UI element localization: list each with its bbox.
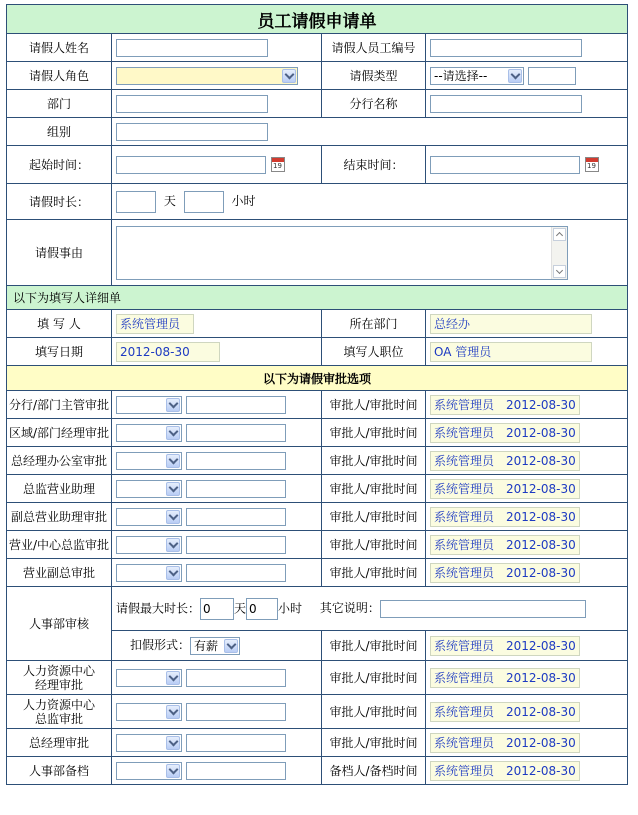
approver-time-label: 审批人/审批时间 bbox=[322, 503, 426, 531]
hr-max-label: 请假最大时长： bbox=[116, 601, 201, 615]
chevron-down-icon bbox=[282, 69, 296, 83]
approval-row bbox=[7, 729, 628, 757]
approval-comment-input[interactable] bbox=[186, 536, 286, 554]
approver-time-label: 审批人/审批时间 bbox=[322, 661, 426, 695]
group-label: 组别 bbox=[7, 118, 112, 146]
chevron-down-icon bbox=[166, 482, 180, 496]
start-time-label: 起始时间： bbox=[7, 146, 112, 184]
approval-row bbox=[7, 503, 628, 531]
approval-label: 总监营业助理 bbox=[7, 475, 112, 503]
filler-name-value: 系统管理员 bbox=[116, 314, 194, 334]
chevron-down-icon bbox=[166, 398, 180, 412]
approval-stamp: 系统管理员 2012-08-30 bbox=[430, 636, 580, 656]
approver-time-label: 审批人/审批时间 bbox=[322, 559, 426, 587]
approval-select[interactable] bbox=[116, 536, 182, 554]
branch-label: 分行名称 bbox=[322, 90, 426, 118]
filler-position-value: OA 管理员 bbox=[430, 342, 592, 362]
approval-select[interactable] bbox=[116, 762, 182, 780]
filler-position-label: 填写人职位 bbox=[322, 338, 426, 366]
end-time-label: 结束时间： bbox=[322, 146, 426, 184]
approval-row bbox=[7, 559, 628, 587]
approval-row bbox=[7, 531, 628, 559]
approval-row bbox=[7, 419, 628, 447]
reason-textarea-wrap bbox=[116, 226, 568, 280]
approval-select[interactable] bbox=[116, 396, 182, 414]
approval-comment-input[interactable] bbox=[186, 452, 286, 470]
approval-label: 人事部备档 bbox=[7, 757, 112, 785]
approval-select[interactable] bbox=[116, 508, 182, 526]
chevron-down-icon bbox=[508, 69, 522, 83]
duration-label: 请假时长： bbox=[7, 184, 112, 220]
approval-stamp: 系统管理员 2012-08-30 bbox=[430, 733, 580, 753]
leave-type-value: --请选择-- bbox=[434, 68, 488, 83]
chevron-down-icon bbox=[224, 639, 238, 653]
approver-time-label: 审批人/审批时间 bbox=[322, 729, 426, 757]
group-input[interactable] bbox=[116, 123, 268, 141]
leave-form-table bbox=[6, 4, 628, 785]
hr-other-label: 其它说明： bbox=[319, 601, 380, 615]
hr-review-label: 人事部审核 bbox=[7, 587, 112, 661]
approver-time-label: 审批人/审批时间 bbox=[322, 631, 426, 661]
approval-label: 副总营业助理审批 bbox=[7, 503, 112, 531]
approval-label bbox=[7, 661, 112, 695]
approval-select[interactable] bbox=[116, 669, 182, 687]
approval-select[interactable] bbox=[116, 734, 182, 752]
hr-deduct-value: 有薪 bbox=[194, 638, 219, 653]
approval-comment-input[interactable] bbox=[186, 703, 286, 721]
approval-comment-input[interactable] bbox=[186, 734, 286, 752]
approval-label: 分行/部门主管审批 bbox=[7, 391, 112, 419]
approver-time-label: 审批人/审批时间 bbox=[322, 447, 426, 475]
approval-stamp: 系统管理员 2012-08-30 bbox=[430, 535, 580, 555]
approval-label: 营业/中心总监审批 bbox=[7, 531, 112, 559]
end-time-input[interactable] bbox=[430, 156, 580, 174]
scroll-up-icon[interactable] bbox=[553, 228, 566, 241]
emp-no-input[interactable] bbox=[430, 39, 582, 57]
dept-label: 部门 bbox=[7, 90, 112, 118]
leave-type-select[interactable] bbox=[430, 67, 524, 85]
approval-stamp: 系统管理员 2012-08-30 bbox=[430, 761, 580, 781]
approver-time-label: 审批人/审批时间 bbox=[322, 391, 426, 419]
approval-label bbox=[7, 695, 112, 729]
fill-date-value: 2012-08-30 bbox=[116, 342, 220, 362]
start-time-input[interactable] bbox=[116, 156, 266, 174]
approval-comment-input[interactable] bbox=[186, 396, 286, 414]
duration-days-input[interactable] bbox=[116, 191, 156, 213]
leave-type-label: 请假类型 bbox=[322, 62, 426, 90]
chevron-down-icon bbox=[166, 671, 180, 685]
day-unit: 天 bbox=[163, 194, 176, 208]
duration-hours-input[interactable] bbox=[184, 191, 224, 213]
hr-max-days-input[interactable] bbox=[200, 598, 234, 620]
approval-section-header: 以下为请假审批选项 bbox=[7, 366, 628, 391]
hr-day-unit: 天 bbox=[234, 601, 247, 615]
approval-row bbox=[7, 475, 628, 503]
approval-comment-input[interactable] bbox=[186, 564, 286, 582]
chevron-down-icon bbox=[166, 736, 180, 750]
approval-label: 总经理办公室审批 bbox=[7, 447, 112, 475]
approval-select[interactable] bbox=[116, 424, 182, 442]
name-input[interactable] bbox=[116, 39, 268, 57]
leave-form bbox=[6, 4, 627, 785]
approval-row bbox=[7, 695, 628, 729]
approval-label-line: 经理审批 bbox=[34, 677, 83, 692]
approval-label-line: 人力资源中心 bbox=[22, 697, 95, 712]
approval-row bbox=[7, 661, 628, 695]
approval-row bbox=[7, 447, 628, 475]
hr-max-hours-input[interactable] bbox=[246, 598, 278, 620]
filler-name-label: 填 写 人 bbox=[7, 310, 112, 338]
name-label: 请假人姓名 bbox=[7, 34, 112, 62]
approval-stamp: 系统管理员 2012-08-30 bbox=[430, 395, 580, 415]
approval-comment-input[interactable] bbox=[186, 762, 286, 780]
approval-row bbox=[7, 757, 628, 785]
hour-unit: 小时 bbox=[231, 194, 256, 208]
dept-input[interactable] bbox=[116, 95, 268, 113]
form-title: 员工请假申请单 bbox=[7, 5, 628, 34]
approver-time-label: 审批人/审批时间 bbox=[322, 531, 426, 559]
fill-date-label: 填写日期 bbox=[7, 338, 112, 366]
chevron-down-icon bbox=[166, 510, 180, 524]
approval-select[interactable] bbox=[116, 703, 182, 721]
chevron-down-icon bbox=[166, 454, 180, 468]
hr-deduct-select[interactable] bbox=[190, 637, 240, 655]
approval-label: 营业副总审批 bbox=[7, 559, 112, 587]
chevron-down-icon bbox=[166, 566, 180, 580]
reason-label: 请假事由 bbox=[7, 220, 112, 286]
approval-stamp: 系统管理员 2012-08-30 bbox=[430, 702, 580, 722]
approval-stamp: 系统管理员 2012-08-30 bbox=[430, 668, 580, 688]
approval-label-line: 人力资源中心 bbox=[22, 663, 95, 678]
filler-dept-value: 总经办 bbox=[430, 314, 592, 334]
approval-stamp: 系统管理员 2012-08-30 bbox=[430, 479, 580, 499]
approval-select[interactable] bbox=[116, 480, 182, 498]
emp-no-label: 请假人员工编号 bbox=[322, 34, 426, 62]
approval-select[interactable] bbox=[116, 452, 182, 470]
approval-comment-input[interactable] bbox=[186, 508, 286, 526]
filler-section-header: 以下为填写人详细单 bbox=[7, 286, 628, 310]
approval-stamp: 系统管理员 2012-08-30 bbox=[430, 507, 580, 527]
branch-input[interactable] bbox=[430, 95, 582, 113]
reason-textarea[interactable] bbox=[116, 226, 568, 280]
approval-stamp: 系统管理员 2012-08-30 bbox=[430, 451, 580, 471]
role-select[interactable] bbox=[116, 67, 298, 85]
approval-stamp: 系统管理员 2012-08-30 bbox=[430, 423, 580, 443]
approval-select[interactable] bbox=[116, 564, 182, 582]
approver-time-label: 审批人/审批时间 bbox=[322, 695, 426, 729]
approval-stamp: 系统管理员 2012-08-30 bbox=[430, 563, 580, 583]
role-label: 请假人角色 bbox=[7, 62, 112, 90]
approval-row bbox=[7, 391, 628, 419]
hr-deduct-label: 扣假形式： bbox=[130, 638, 191, 653]
approval-label-line: 总监审批 bbox=[34, 711, 83, 726]
hr-hour-unit: 小时 bbox=[278, 601, 303, 615]
chevron-down-icon bbox=[166, 705, 180, 719]
approval-label: 区域/部门经理审批 bbox=[7, 419, 112, 447]
approver-time-label: 审批人/审批时间 bbox=[322, 419, 426, 447]
chevron-down-icon bbox=[166, 538, 180, 552]
approver-time-label: 审批人/审批时间 bbox=[322, 475, 426, 503]
approval-comment-input[interactable] bbox=[186, 480, 286, 498]
chevron-down-icon bbox=[166, 426, 180, 440]
approval-label: 总经理审批 bbox=[7, 729, 112, 757]
chevron-down-icon bbox=[166, 764, 180, 778]
archive-time-label: 备档人/备档时间 bbox=[322, 757, 426, 785]
scrollbar[interactable] bbox=[551, 227, 567, 279]
filler-dept-label: 所在部门 bbox=[322, 310, 426, 338]
approval-comment-input[interactable] bbox=[186, 669, 286, 687]
calendar-icon[interactable] bbox=[585, 157, 599, 172]
calendar-icon[interactable] bbox=[271, 157, 285, 172]
leave-type-extra-input[interactable] bbox=[528, 67, 576, 85]
scroll-down-icon[interactable] bbox=[553, 265, 566, 278]
hr-other-input[interactable] bbox=[380, 600, 586, 618]
approval-comment-input[interactable] bbox=[186, 424, 286, 442]
